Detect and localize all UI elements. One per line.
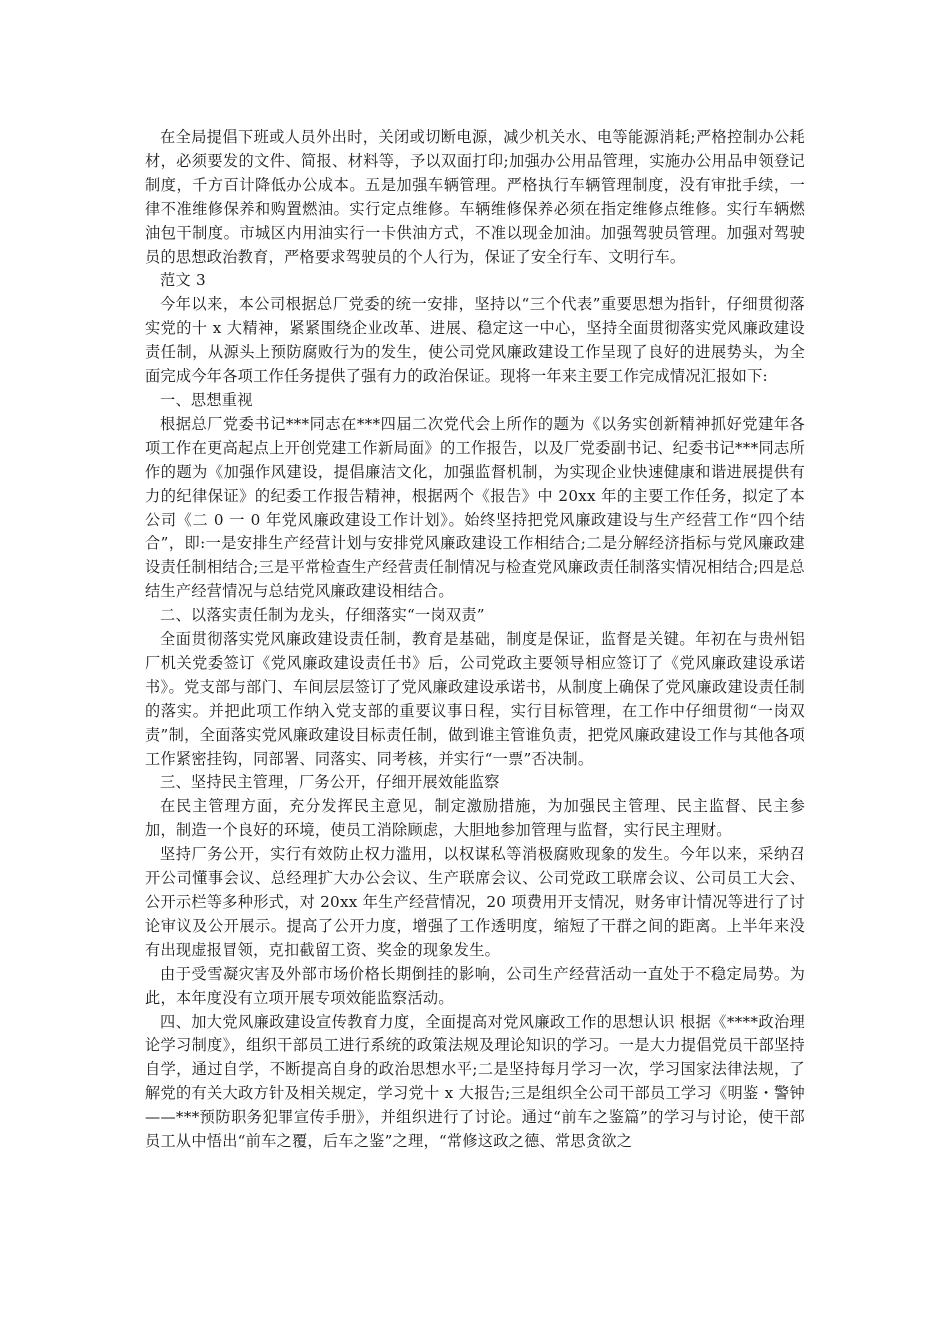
document-body: [145, 126, 805, 1154]
paragraph-democratic-management: 在民主管理方面，充分发挥民主意见，制定激励措施，为加强民主管理、民主监督、民主参加，制造一个良好的环境，使员工消除顾虑，大胆地参加管理与监督，实行民主理财。: [145, 797, 805, 840]
paragraph-factory-affairs: 坚持厂务公开，实行有效防止权力滥用，以权谋私等消极腐败现象的发生。今年以来，采纳召开公司懂事会议、总经理扩大办公会议、生产联席会议、公司党政工联席会议、公司员工大会、公开示栏等多种形式，对 20xx 年生产经营情况，20 项费用开支情况，财务审计情况等进行了讨论审议及公开展示。提高了公开力度，增强了工作透明度，缩短了干群之间的距离。上半年来没有出现虚报冒领，克扣截留工资、奖金的现象发生。: [145, 845, 805, 959]
paragraph-efficiency-supervision: 由于受雪凝灾害及外部市场价格长期倒挂的影响，公司生产经营活动一直处于不稳定局势。为此，本年度没有立项开展专项效能监察活动。: [145, 964, 805, 1007]
paragraph-energy-saving: 在全局提倡下班或人员外出时，关闭或切断电源，减少机关水、电等能源消耗;严格控制办公耗材，必须要发的文件、简报、材料等，予以双面打印;加强办公用品管理，实施办公用品申领登记制度，千方百计降低办公成本。五是加强车辆管理。严格执行车辆管理制度，没有审批手续，一律不准维修保养和购置燃油。实行定点维修。车辆维修保养必须在指定维修点维修。实行车辆燃油包干制度。市城区内用油实行一卡供油方式，不准以现金加油。加强驾驶员管理。加强对驾驶员的思想政治教育，严格要求驾驶员的个人行为，保证了安全行车、文明行车。: [145, 128, 805, 266]
paragraph-intro: 今年以来，本公司根据总厂党委的统一安排，坚持以“三个代表”重要思想为指针，仔细贯彻落实党的十 x 大精神，紧紧围绕企业改革、进展、稳定这一中心，坚持全面贯彻落实党风廉政建设责任制，从源头上预防腐败行为的发生，使公司党风廉政建设工作呈现了良好的进展势头，为全面完成今年各项工作任务提供了强有力的政治保证。现将一年来主要工作完成情况汇报如下:: [145, 295, 805, 386]
section-title-sample-3: 范文 3: [160, 271, 206, 290]
heading-ideological-attention: 一、思想重视: [160, 390, 253, 409]
paragraph-work-plan: 根据总厂党委书记***同志在***四届二次党代会上所作的题为《以务实创新精神抓好党建年各项工作在更高起点上开创党建工作新局面》的工作报告，以及厂党委副书记、纪委书记***同志所作的题为《加强作风建设，提倡廉洁文化，加强监督机制，为实现企业快速健康和谐进展提供有力的纪律保证》的纪委工作报告精神，根据两个《报告》中 20xx 年的主要工作任务，拟定了本公司《二 0 一 0 年党风廉政建设工作计划》。始终坚持把党风廉政建设与生产经营工作“四个结合”，即:一是安排生产经营计划与安排党风廉政建设工作相结合;二是分解经济指标与党风廉政建设责任制相结合;三是平常检查生产经营责任制情况与检查党风廉政责任制落实情况相结合;四是总结生产经营情况与总结党风廉政建设相结合。: [145, 414, 805, 601]
heading-responsibility-system: 二、以落实责任制为龙头，仔细落实“一岗双责”: [160, 606, 485, 625]
paragraph-education: 四、加大党风廉政建设宣传教育力度，全面提高对党风廉政工作的思想认识 根据《****政治理论学习制度》，组织干部员工进行系统的政策法规及理论知识的学习。一是大力提倡党员干部坚持自学，通过自学，不断提高自身的政治思想水平;二是坚持每月学习一次，学习国家法律法规，了解党的有关大政方针及相关规定，学习党十 x 大报告;三是组织全公司干部员工学习《明鉴・警钟——***预防职务犯罪宣传手册》，并组织进行了讨论。通过“前车之鉴篇”的学习与讨论，使干部员工从中悟出“前车之覆，后车之鉴”之理，“常修这政之德、常思贪欲之: [145, 1012, 805, 1151]
heading-democratic-management: 三、坚持民主管理，厂务公开，仔细开展效能监察: [160, 773, 500, 792]
paragraph-responsibility: 全面贯彻落实党风廉政建设责任制，教育是基础，制度是保证，监督是关键。年初在与贵州铝厂机关党委签订《党风廉政建设责任书》后，公司党政主要领导相应签订了《党风廉政建设承诺书》。党支部与部门、车间层层签订了党风廉政建设承诺书，从制度上确保了党风廉政建设责任制的落实。并把此项工作纳入党支部的重要议事日程，实行目标管理，在工作中仔细贯彻“一岗双责”制，全面落实党风廉政建设目标责任制，做到谁主管谁负责，把党风廉政建设工作与其他各项工作紧密挂钩，同部署、同落实、同考核，并实行“一票”否决制。: [145, 630, 805, 768]
